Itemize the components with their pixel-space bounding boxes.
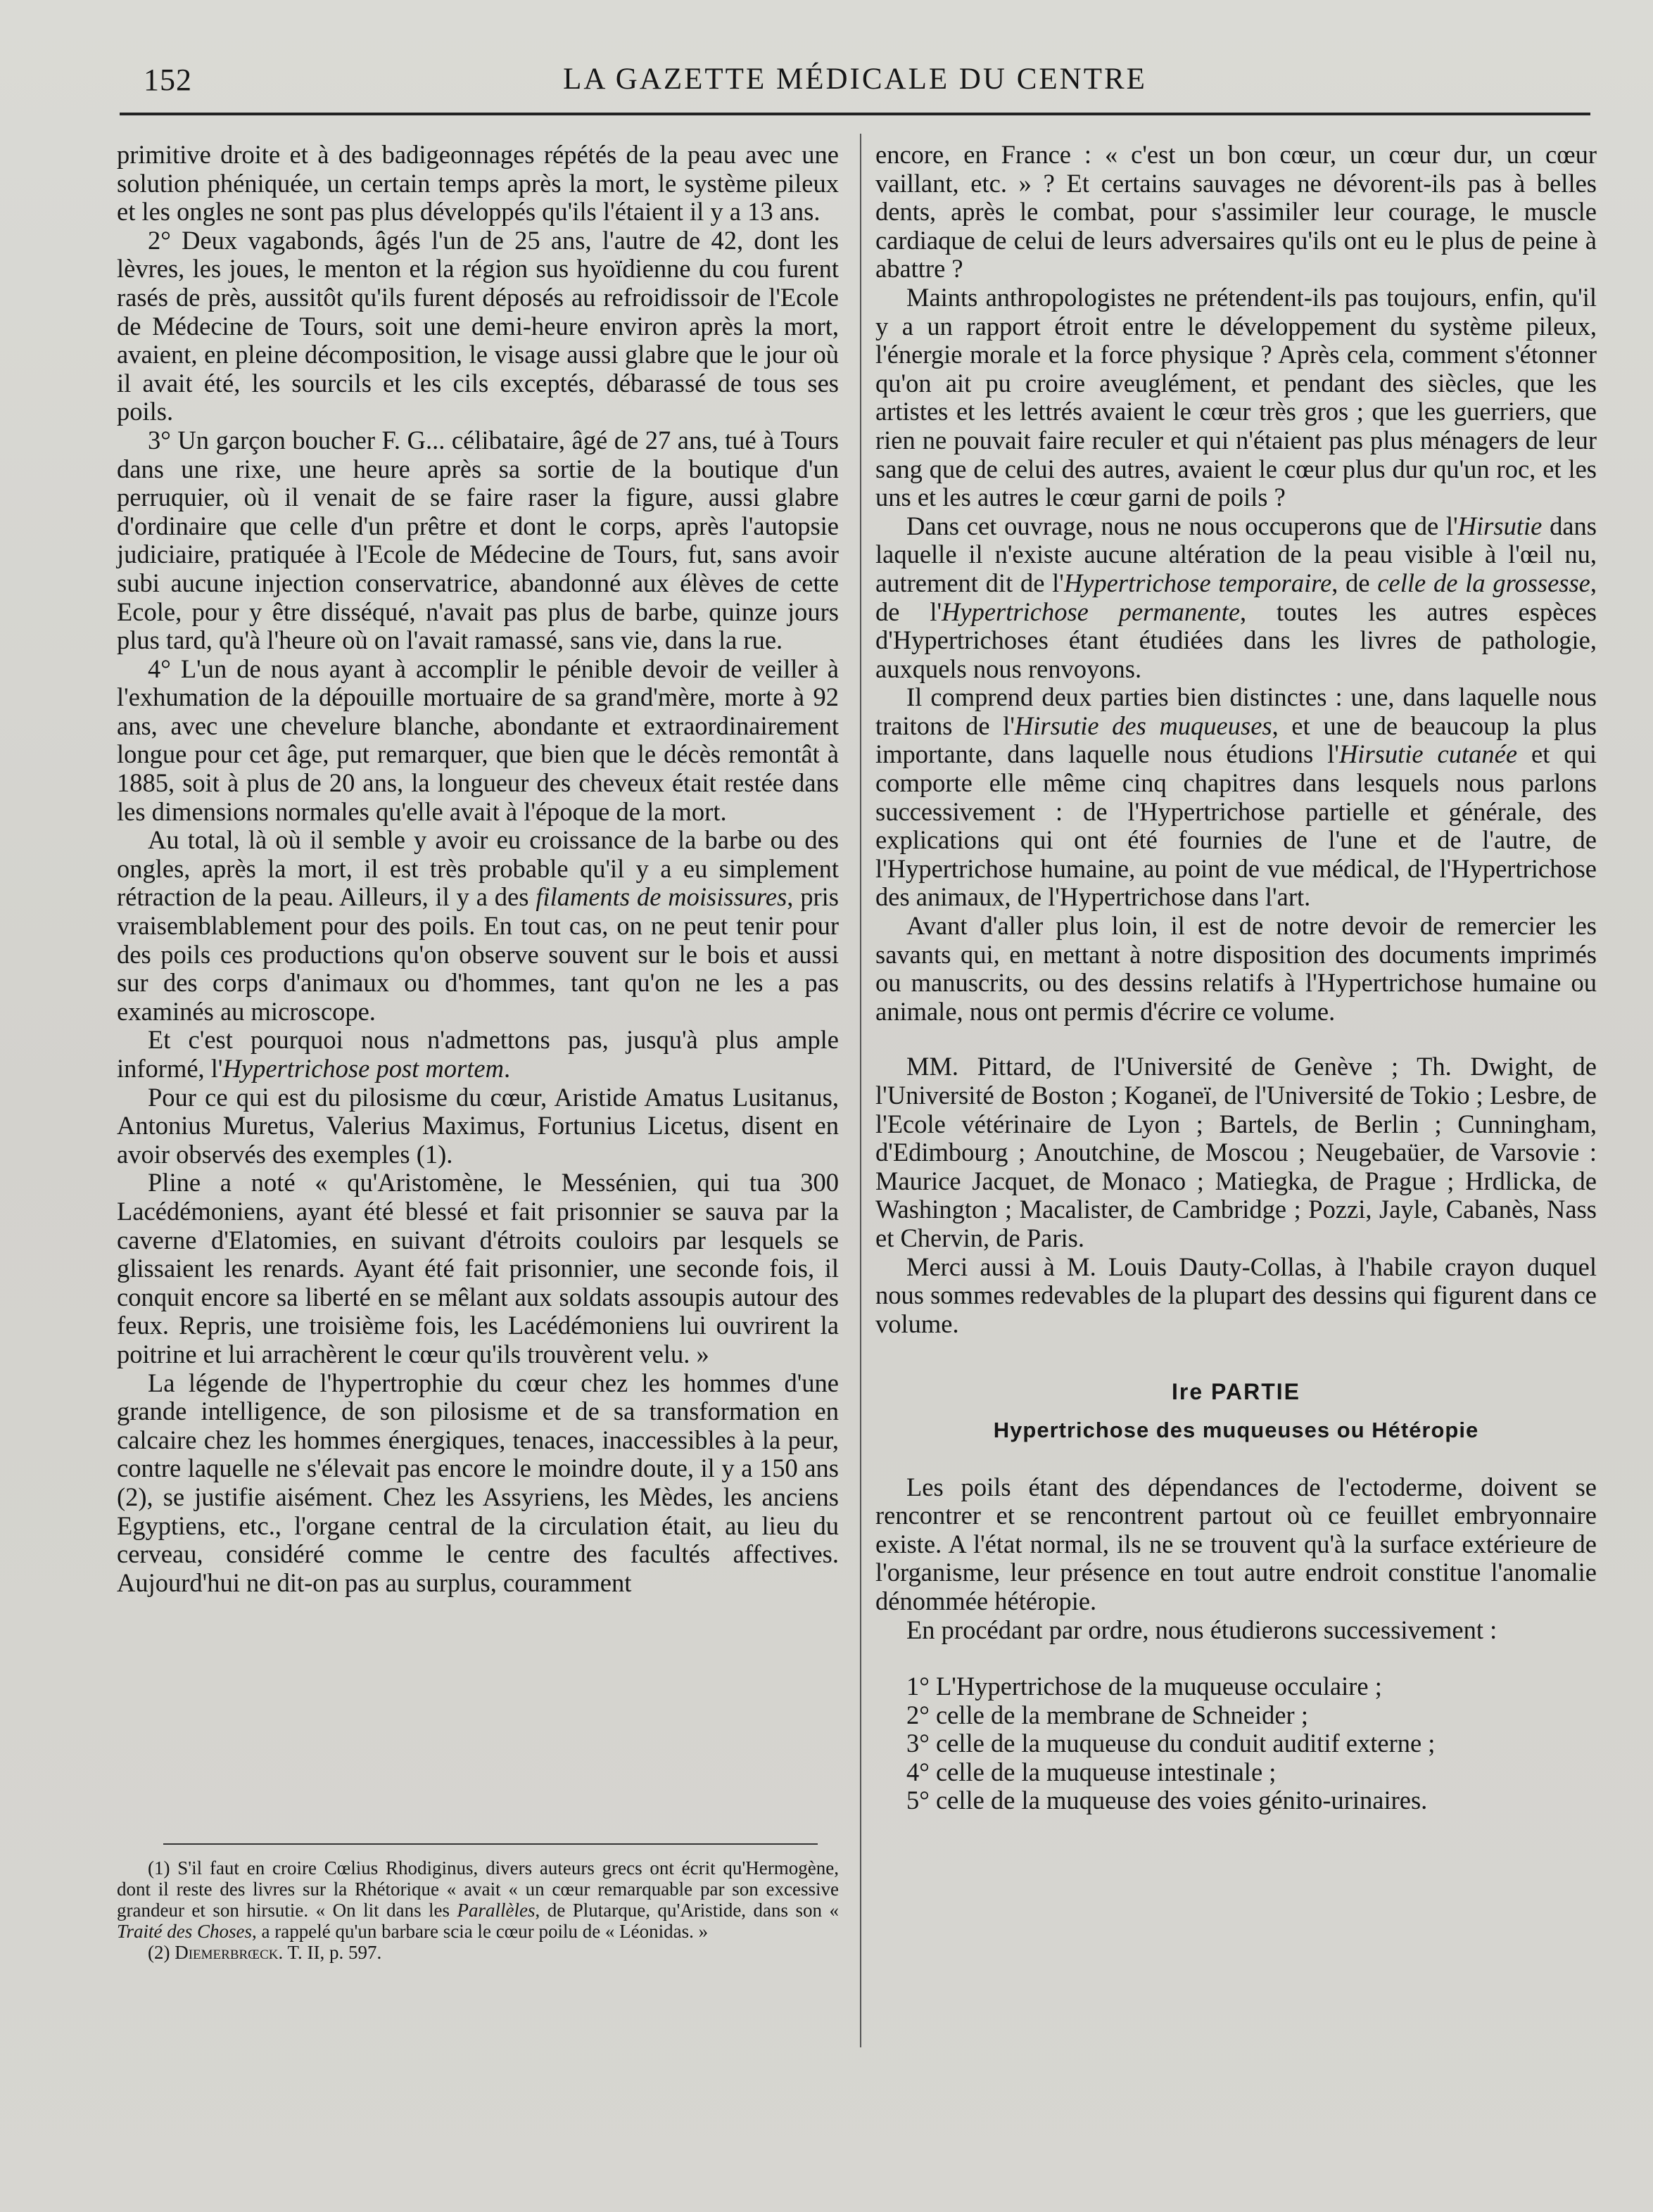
part-heading: Ire PARTIE xyxy=(1172,1379,1300,1405)
page-number: 152 xyxy=(144,63,192,97)
paragraph: La légende de l'hypertrophie du cœur chez les hommes d'une grande intelligence, de son pilosisme et de sa transformation en calcaire chez les hommes énergiques, tenaces, inaccessibles à la peur, contre laquelle ne s'élevait pas encore le moindre doute, il y a 150 ans (2), se justifie aisément. Chez les Assyriens, les Mèdes, les anciens Egyptiens, etc., l'organe central de la circulation était, au lieu du cerveau, considéré comme le centre des facultés affectives. Aujourd'hui ne dit-on pas au surplus, couramment xyxy=(117,1368,839,1597)
paragraph: Merci aussi à M. Louis Dauty-Collas, à l'habile crayon duquel nous sommes redevables de la plupart des dessins qui figurent dans ce volume. xyxy=(875,1252,1597,1338)
list-item: 4° celle de la muqueuse intestinale ; xyxy=(906,1757,1277,1786)
italic-term: Hypertrichose post mortem xyxy=(222,1054,504,1083)
page-header xyxy=(120,62,1590,104)
paragraph: Pour ce qui est du pilosisme du cœur, Aristide Amatus Lusitanus, Antonius Muretus, Valerius Maximus, Fortunius Licetus, disent en avoir observés des exemples (1). xyxy=(117,1082,839,1169)
italic-term: filaments de moisissures xyxy=(536,882,787,912)
journal-title: LA GAZETTE MÉDICALE DU CENTRE xyxy=(563,63,1147,96)
footnote-rule xyxy=(163,1843,818,1845)
paragraph: Pline a noté « qu'Aristomène, le Messénien, qui tua 300 Lacédémoniens, ayant été blessé et fait prisonnier se sauva par la caverne d'Elatomies, en suivant d'étroits couloirs par lesquels se glissaient les renards. Ayant été fait prisonnier, une seconde fois, il conquit encore sa liberté en se mêlant aux soldats assoupis autour des feux. Repris, une troisième fois, les Lacédémoniens lui ouvrirent la poitrine et lui arrachèrent le cœur qu'ils trouvèrent velu. » xyxy=(117,1168,839,1368)
left-column xyxy=(117,141,839,1597)
paragraph: Avant d'aller plus loin, il est de notre devoir de remercier les savants qui, en mettant à notre disposition des documents imprimés ou manuscrits, ou des dessins relatifs à l'Hypertrichose humaine ou animale, nous ont permis d'écrire ce volume. xyxy=(875,911,1597,1026)
footnote-author: Diemerbrœck xyxy=(175,1942,279,1963)
paragraph: Dans cet ouvrage, nous ne nous occuperons que de l'Hirsutie dans laquelle il n'existe aucune altération de la peau visible à l'œil nu, autrement dit de l'Hypertrichose temporaire, de celle de la grossesse, de l'Hypertrichose permanente, toutes les autres espèces d'Hypertrichoses étant étudiées dans les livres de pathologie, auxquels nous renvoyons. xyxy=(875,511,1597,683)
paragraph: 2° Deux vagabonds, âgés l'un de 25 ans, l'autre de 42, dont les lèvres, les joues, le menton et la région sus hyoïdienne du cou furent rasés de près, aussitôt qu'ils furent déposés au refroidissoir de l'Ecole de Médecine de Tours, soit une demi-heure environ après la mort, avaient, en pleine décomposition, le visage aussi glabre que le jour où il avait été, les sourcils et les cils exceptés, débarassé de tous ses poils. xyxy=(117,225,839,426)
acknowledgements: MM. Pittard, de l'Université de Genève ; Th. Dwight, de l'Université de Boston ; Koganeï, de l'Université de Tokio ; Lesbre, de l'Ecole vétérinaire de Lyon ; Bartels, de Berlin ; Cunningham, d'Edimbourg ; Anoutchine, de Moscou ; Neugebaüer, de Varsovie : Maurice Jacquet, de Monaco ; Matiegka, de Prague ; Hrdlicka, de Washington ; Macalister, de Cambridge ; Pozzi, Jayle, Cabanès, Nass et Chervin, de Paris. xyxy=(875,1052,1597,1252)
paragraph: Et c'est pourquoi nous n'admettons pas, jusqu'à plus ample informé, l'Hypertrichose post mortem. xyxy=(117,1025,839,1083)
paragraph: En procédant par ordre, nous étudierons successivement : xyxy=(906,1615,1497,1644)
paragraph: encore, en France : « c'est un bon cœur, un cœur dur, un cœur vaillant, etc. » ? Et certains sauvages ne dévorent-ils pas à belles dents, après le combat, pour s'assimiler leur courage, le muscle cardiaque de celui de leurs adversaires qu'ils ont eu le plus de peine à abattre ? xyxy=(875,140,1597,284)
section-heading: Hypertrichose des muqueuses ou Hétéropie xyxy=(993,1417,1479,1442)
paragraph: Au total, là où il semble y avoir eu croissance de la barbe ou des ongles, après la mort, il est très probable qu'il y a eu simplement rétraction de la peau. Ailleurs, il y a des filaments de moisissures, pris vraisemblablement pour des poils. En tout cas, on ne peut tenir pour des poils ces productions qu'on observe souvent sur le bois et aussi sur des corps d'animaux ou d'hommes, tant qu'on ne les a pas examinés au microscope. xyxy=(117,825,839,1026)
header-rule xyxy=(120,113,1590,115)
paragraph: Les poils étant des dépendances de l'ectoderme, doivent se rencontrer et se rencontrent partout où ce feuillet embryonnaire existe. A l'état normal, ils ne se trouvent qu'à la surface extérieure de l'organisme, leur présence en tout autre endroit constitue l'anomalie dénommée hétéropie. xyxy=(875,1472,1597,1615)
footnote-2: (2) Diemerbrœck. T. II, p. 597. xyxy=(148,1942,382,1963)
list-item: 1° L'Hypertrichose de la muqueuse occulaire ; xyxy=(906,1672,1382,1701)
paragraph: Il comprend deux parties bien distinctes : une, dans laquelle nous traitons de l'Hirsutie des muqueuses, et une de beaucoup la plus importante, dans laquelle nous étudions l'Hirsutie cutanée et qui comporte elle même cinq chapitres dans lesquels nous parlons successivement : de l'Hypertrichose partielle et générale, des explications qui ont été fournies de l'une et de l'autre, de l'Hypertrichose humaine, au point de vue médical, de l'Hypertrichose des animaux, de l'Hypertrichose dans l'art. xyxy=(875,682,1597,912)
right-column xyxy=(875,141,1597,1815)
chapter-list xyxy=(875,1672,1597,1815)
list-item: 2° celle de la membrane de Schneider ; xyxy=(906,1700,1308,1729)
column-divider xyxy=(860,134,861,2047)
paragraph: 4° L'un de nous ayant à accomplir le pénible devoir de veiller à l'exhumation de la dépouille mortuaire de sa grand'mère, morte à 92 ans, avec une chevelure blanche, abondante et extraordinairement longue pour cet âge, put remarquer, que bien que le décès remontât à 1885, soit à plus de 20 ans, la longueur des cheveux était restée dans les dimensions normales qu'elle avait à l'époque de la mort. xyxy=(117,654,839,826)
paragraph: 3° Un garçon boucher F. G... célibataire, âgé de 27 ans, tué à Tours dans une rixe, une heure après sa sortie de la boutique d'un perruquier, où il venait de se faire raser la figure, aussi glabre d'ordinaire que celle d'un prêtre et dont le corps, après l'autopsie judiciaire, pratiquée à l'Ecole de Médecine de Tours, fut, sans avoir subi aucune injection conservatrice, abandonné aux élèves de cette Ecole, pour y être disséqué, n'avait pas plus de barbe, quinze jours plus tard, qu'à l'heure où on l'avait ramassé, sans vie, dans la rue. xyxy=(117,425,839,655)
list-item: 5° celle de la muqueuse des voies génito-urinaires. xyxy=(906,1786,1428,1815)
paragraph: Maints anthropologistes ne prétendent-ils pas toujours, enfin, qu'il y a un rapport étroit entre le développement du système pileux, l'énergie morale et la force physique ? Après cela, comment s'étonner qu'on ait pu croire aveuglément, et pendant des siècles, que les artistes et les lettrés avaient le cœur très gros ; que les guerriers, que rien ne pouvait faire reculer et qui n'étaient pas plus ménagers de leur sang que de celui des autres, avaient le cœur plus dur qu'un roc, et les uns et les autres le cœur garni de poils ? xyxy=(875,282,1597,512)
list-item: 3° celle de la muqueuse du conduit auditif externe ; xyxy=(906,1729,1436,1758)
footnote-1: (1) S'il faut en croire Cœlius Rhodiginus, divers auteurs grecs ont écrit qu'Hermogène, dont il reste des livres sur la Rhétorique « avait « un cœur remarquable par son excessive grandeur et son hirsutie. « On lit dans les Parallèles, de Plutarque, qu'Aristide, dans son « Traité des Choses, a rappelé qu'un barbare scia le cœur poilu de « Léonidas. » xyxy=(117,1857,840,1942)
paragraph: primitive droite et à des badigeonnages répétés de la peau avec une solution phéniquée, un certain temps après la mort, le système pileux et les ongles ne sont pas plus développés qu'ils l'étaient il y a 13 ans. xyxy=(117,140,839,227)
footnotes xyxy=(117,1857,839,1963)
